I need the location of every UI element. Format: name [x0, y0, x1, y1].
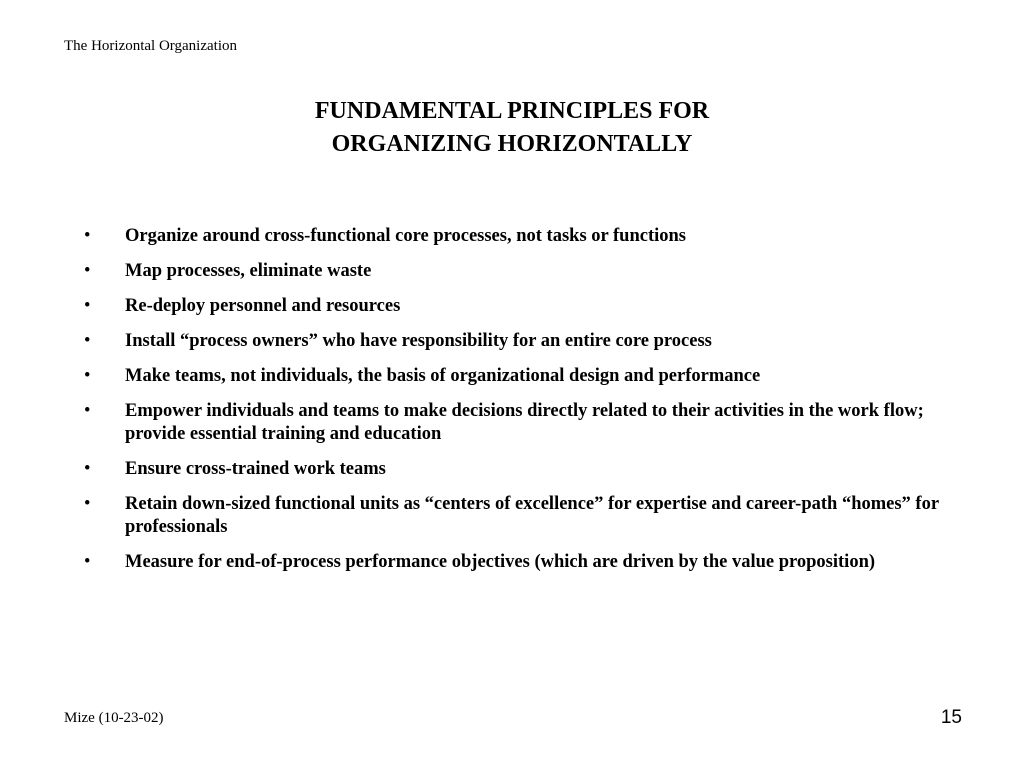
bullet-marker: •	[84, 226, 91, 246]
bullet-item	[84, 551, 974, 574]
bullet-item	[84, 493, 974, 539]
slide-header: The Horizontal Organization	[64, 38, 237, 54]
bullet-marker: •	[84, 366, 91, 386]
bullet-text: Map processes, eliminate waste	[125, 261, 372, 281]
bullet-marker: •	[84, 331, 91, 351]
bullet-item	[84, 400, 974, 446]
bullet-text: Organize around cross-functional core processes, not tasks or functions	[125, 226, 687, 246]
bullet-item	[84, 330, 974, 353]
bullet-marker: •	[84, 296, 91, 316]
bullet-marker: •	[84, 552, 91, 572]
bullet-item	[84, 365, 974, 388]
bullet-item	[84, 260, 974, 283]
bullet-marker: •	[84, 459, 91, 479]
bullet-marker: •	[84, 401, 91, 421]
slide-title-line-1: FUNDAMENTAL PRINCIPLES FOR	[314, 98, 710, 124]
footer-author-date: Mize (10-23-02)	[64, 710, 164, 726]
bullet-text: Ensure cross-trained work teams	[125, 459, 386, 479]
bullet-item	[84, 295, 974, 318]
slide-title	[0, 95, 1024, 161]
bullet-list	[84, 225, 974, 586]
bullet-text: Empower individuals and teams to make decisions directly related to their activities in the work flow; provide essential training and education	[125, 401, 924, 444]
bullet-text: Measure for end-of-process performance objectives (which are driven by the value proposition)	[125, 552, 876, 572]
bullet-text: Install “process owners” who have responsibility for an entire core process	[125, 331, 712, 351]
bullet-text: Retain down-sized functional units as “centers of excellence” for expertise and career-path “homes” for professionals	[125, 494, 939, 537]
bullet-item	[84, 458, 974, 481]
page-number: 15	[940, 707, 962, 728]
slide-title-line-2: ORGANIZING HORIZONTALLY	[331, 131, 693, 157]
bullet-text: Re-deploy personnel and resources	[125, 296, 401, 316]
bullet-marker: •	[84, 494, 91, 514]
bullet-text: Make teams, not individuals, the basis of organizational design and performance	[125, 366, 761, 386]
bullet-item	[84, 225, 974, 248]
bullet-marker: •	[84, 261, 91, 281]
